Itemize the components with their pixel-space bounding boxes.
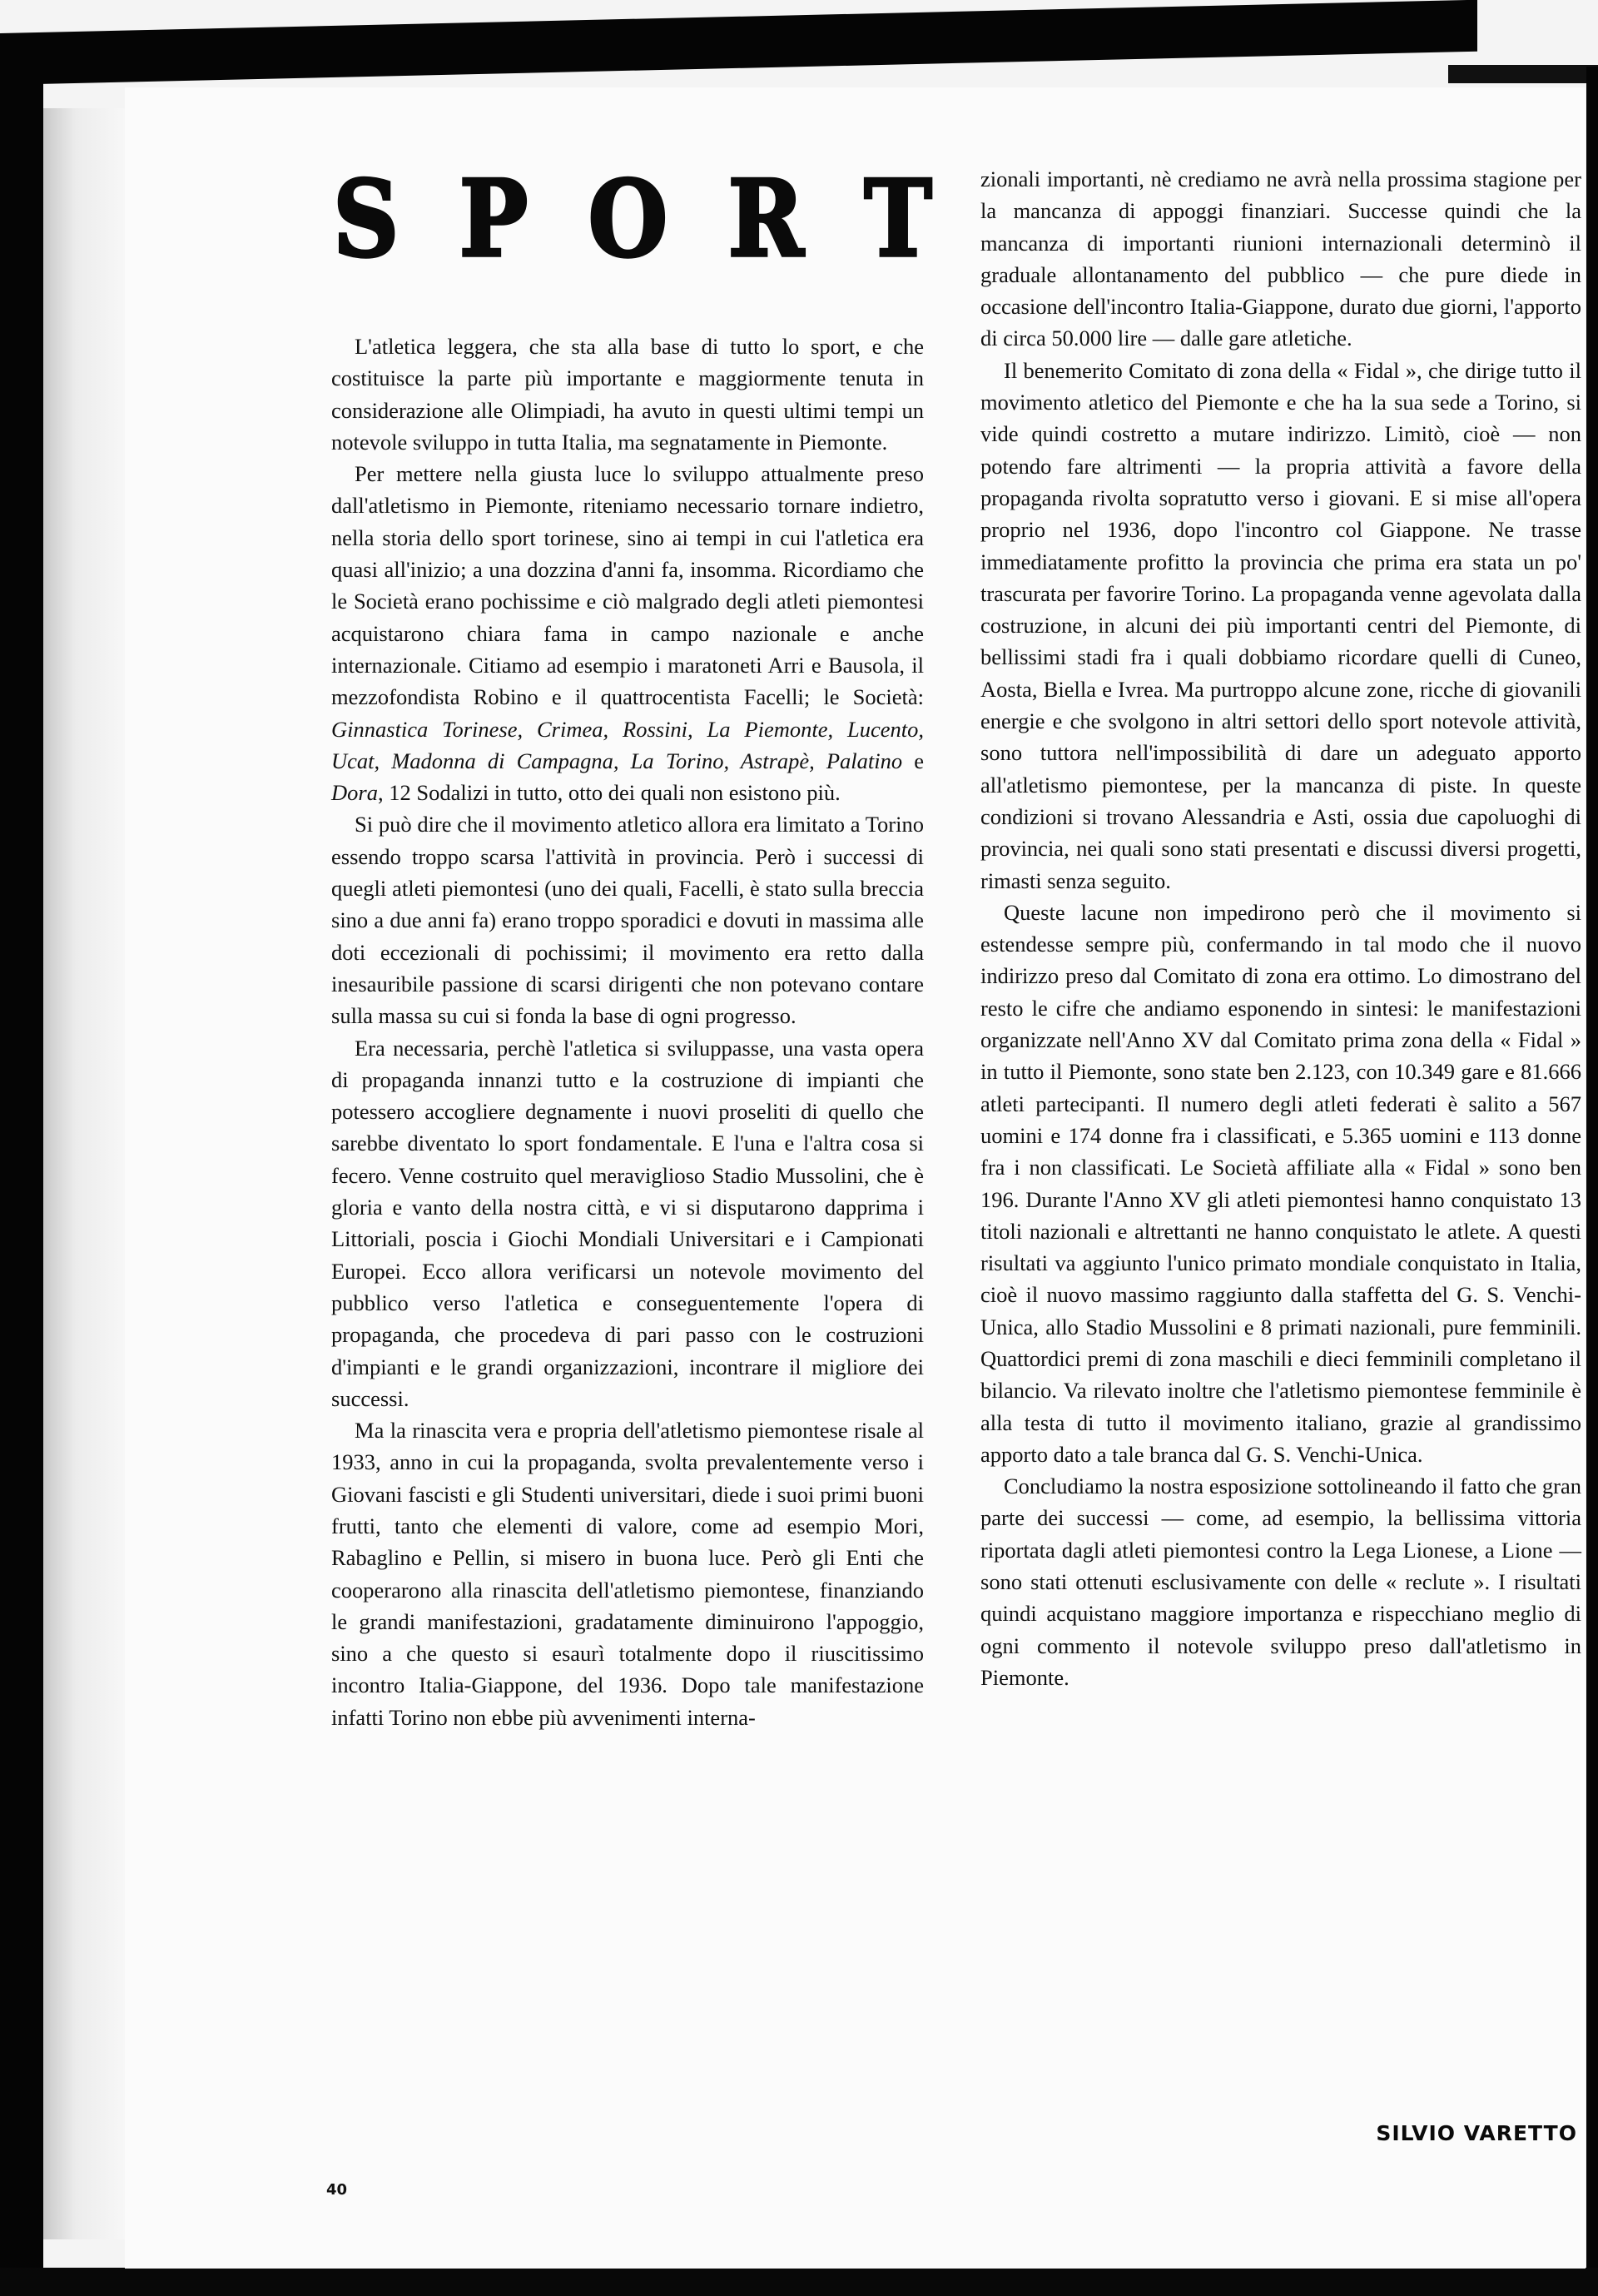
paragraph: L'atletica leggera, che sta alla base di tutto lo sport, e che costituisce la parte più importante e maggiormente tenuta in considerazione alle Olimpiadi, ha avuto in questi ultimi tempi un notevole sviluppo in tutta Italia, ma segnatamente in Piemonte. bbox=[331, 334, 924, 455]
paragraph-text: e bbox=[902, 748, 924, 773]
paragraph-text: , 12 Sodalizi in tutto, otto dei quali non esistono più. bbox=[377, 780, 841, 806]
paragraph: Il benemerito Comitato di zona della « Fidal », che dirige tutto il movimento atletico del Piemonte e che ha la sua sede a Torino, si vide quindi costretto a mutare indirizzo. Limitò, cioè — non potendo fare altrimenti — la propria attività a favore della propaganda rivolta sopratutto verso i giovani. E si mise all'opera proprio nel 1936, dopo l'incontro col Giappone. Ne trasse immediatamente profitto la provincia che prima era stata un po' trascurata per favorire Torino. La propaganda venne agevolata dalla costruzione, in alcuni dei più importanti centri del Piemonte, di bellissimi stadi fra i quali dobbiamo ricordare quelli di Cuneo, Aosta, Biella e Ivrea. Ma purtroppo alcune zone, ricche di giovanili energie e che svolgono in altri settori dello sport notevole attività, sono tuttora nell'impossibilità di dare un adeguato apporto all'atletismo piemontese, per la mancanza di piste. In queste condizioni si trovano Alessandria e Asti, ossia due capoluoghi di provincia, nei quali sono stati presentati e discussi diversi progetti, rimasti senza seguito. bbox=[980, 357, 1581, 893]
paragraph: Concludiamo la nostra esposizione sottolineando il fatto che gran parte dei successi — come, ad esempio, la bellissima vittoria riportata dagli atleti piemontesi contro la Lega Lionese, a Lione — sono stati ottenuti esclusivamente con delle « reclute ». I risultati quindi acquistano maggiore importanza e rispecchiano meglio di ogni commento il notevole sviluppo preso dall'atletismo in Piemonte. bbox=[980, 1474, 1581, 1690]
scan-frame-top-right bbox=[1448, 65, 1598, 83]
article-column-left bbox=[331, 330, 924, 1733]
paragraph: Ma la rinascita vera e propria dell'atletismo piemontese risale al 1933, anno in cui la propaganda, svolta prevalentemente verso i Giovani fascisti e gli Studenti universitari, diede i suoi primi buoni frutti, tanto che elementi di valore, come ad esempio Mori, Rabaglino e Pellin, si misero in buona luce. Però gli Enti che cooperarono alla rinascita dell'atletismo piemontese, finanziando le grandi manifestazioni, gradatamente diminuirono l'appoggio, sino a che questo si esaurì totalmente dopo il riuscitissimo incontro Italia-Giappone, del 1936. Dopo tale manifestazione infatti Torino non ebbe più avvenimenti interna- bbox=[331, 1418, 924, 1730]
title-letter: T bbox=[864, 157, 932, 281]
article-title bbox=[333, 157, 932, 281]
page-gutter-shadow bbox=[43, 108, 125, 2239]
paragraph: Queste lacune non impedirono però che il movimento si estendesse sempre più, confermando in tal modo che il nuovo indirizzo preso dal Comitato di zona era ottimo. Lo dimostrano del resto le cifre che andiamo esponendo in sintesi: le manifestazioni organizzate nell'Anno XV dal Comitato prima zona della « Fidal » in tutto il Piemonte, sono state ben 2.123, con 10.349 gare e 81.666 atleti partecipanti. Il numero degli atleti federati è salito a 567 uomini e 174 donne fra i classificati, e 5.365 uomini e 113 donne fra i non classificati. Le Società affiliate alla « Fidal » sono ben 196. Durante l'Anno XV gli atleti piemontesi hanno conquistato 13 titoli nazionali e altrettanti ne hanno conquistato le atlete. A questi risultati va aggiunto l'unico primato mondiale conquistato in Italia, cioè il nuovo massimo raggiunto dalla staffetta del G. S. Venchi-Unica, allo Stadio Mussolini e 8 primati nazionali, pure femminili. Quattordici premi di zona maschili e dieci femminili completano il bilancio. Va rilevato inoltre che l'atletismo piemontese femminile è alla testa di tutto il movimento italiano, grazie al grandissimo apporto dato a tale branca dal G. S. Venchi-Unica. bbox=[980, 899, 1581, 1467]
paragraph: Si può dire che il movimento atletico allora era limitato a Torino essendo troppo scarsa l'attività in provincia. Però i successi di quegli atleti piemontesi (uno dei quali, Facelli, è stato sulla breccia sino a due anni fa) erano troppo sporadici e dovuti in massima alle doti eccezionali di pochissimi; il movimento era retto dalla inesauribile passione di scarsi dirigenti che non potevano contare sulla massa su cui si fonda la base di ogni progresso. bbox=[331, 812, 924, 1029]
paragraph: Era necessaria, perchè l'atletica si sviluppasse, una vasta opera di propaganda innanzi tutto e la costruzione di impianti che potessero accogliere degnamente i nuovi proseliti di quello che sarebbe diventato lo sport fondamentale. E l'una e l'altra cosa si fecero. Venne costruito quel meraviglioso Stadio Mussolini, che è gloria e vanto della nostra città, e vi si disputarono dapprima i Littoriali, poscia i Giochi Mondiali Universitari e i Campionati Europei. Ecco allora verificarsi un notevole movimento del pubblico verso l'atletica e conseguentemente l'opera di propaganda, che procedeva di pari passo con le costruzioni d'impianti e le grandi organizzazioni, incontrare il migliore dei successi. bbox=[331, 1035, 924, 1411]
title-letter: O bbox=[588, 157, 668, 281]
paragraph bbox=[331, 458, 924, 808]
paragraph-text: Per mettere nella giusta luce lo sviluppo attualmente preso dall'atletismo in Piemonte, riteniamo necessario tornare indietro, nella storia dello sport torinese, sino ai tempi in cui l'atletica era quasi all'inizio; a una dozzina d'anni fa, insomma. Ricordiamo che le Società erano pochissime e ciò malgrado degli atleti piemontesi acquistarono chiara fama in campo nazionale e anche internazionale. Citiamo ad esempio i maratoneti Arri e Bausola, il mezzofondista Robino e il quattrocentista Facelli; le Società: bbox=[331, 461, 924, 710]
author-signature: SILVIO VARETTO bbox=[1376, 2121, 1577, 2145]
page-number: 40 bbox=[326, 2181, 348, 2199]
title-letter: P bbox=[459, 157, 529, 281]
scan-frame-bottom bbox=[0, 2268, 1598, 2296]
paragraph-continuation: zionali importanti, nè crediamo ne avrà nella prossima stagione per la mancanza di appoggi finanziari. Successe quindi che la mancanza di importanti riunioni internazionali determinò il graduale allontanamento del pubblico — che pure diede in occasione dell'incontro Italia-Giappone, durato due giorni, l'apporto di circa 50.000 lire — dalle gare atletiche. bbox=[980, 166, 1581, 351]
scan-frame-left bbox=[0, 65, 43, 2296]
title-letter: R bbox=[727, 157, 804, 281]
scan-frame-right bbox=[1586, 67, 1598, 2296]
scan-frame-top bbox=[0, 0, 1477, 85]
club-name: Dora bbox=[331, 780, 378, 806]
club-names: Ginnastica Torinese, Crimea, Rossini, La Piemonte, Lucento, Ucat, Madonna di Campagna, La Torino, Astrapè, Palatino bbox=[331, 716, 924, 773]
title-letter: S bbox=[333, 157, 400, 281]
article-column-right bbox=[980, 163, 1581, 1693]
